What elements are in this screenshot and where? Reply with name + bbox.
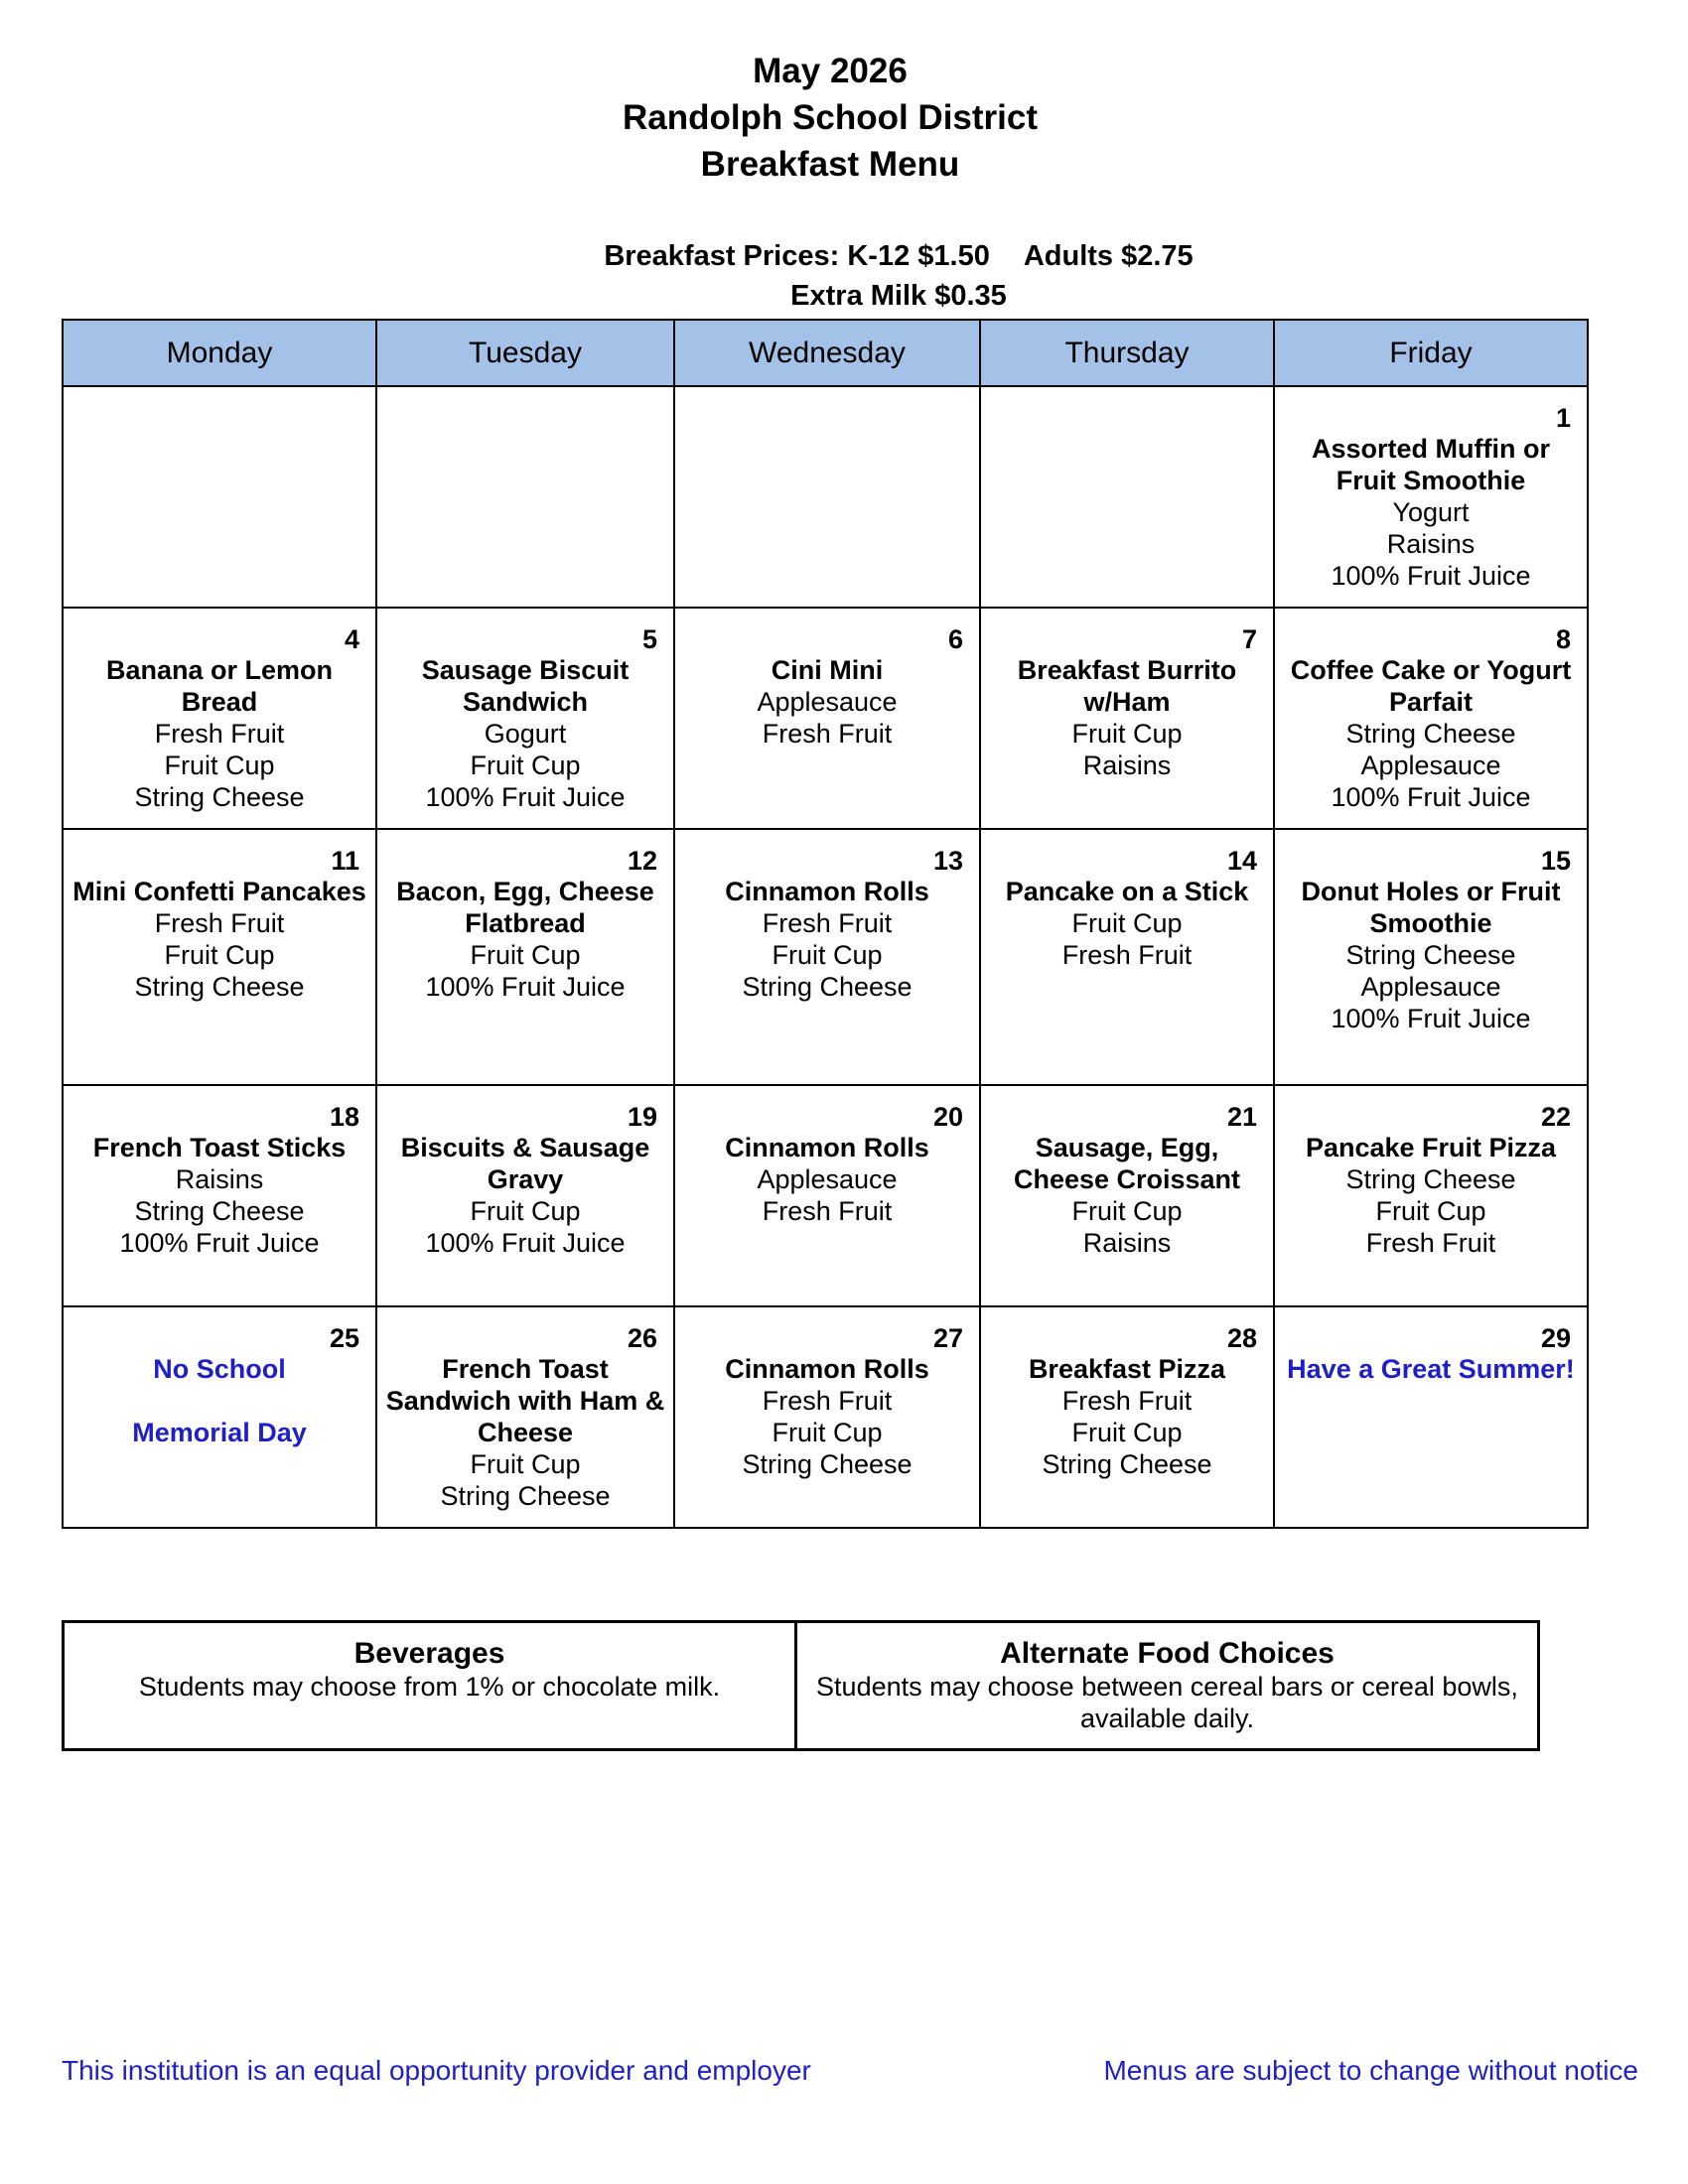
- side-item: Fruit Cup: [164, 940, 275, 970]
- main-entree: Sausage, Egg, Cheese Croissant: [1013, 1133, 1241, 1194]
- main-entree: Biscuits & Sausage Gravy: [400, 1133, 650, 1194]
- day-menu: [981, 1132, 1273, 1259]
- side-item: Fresh Fruit: [762, 908, 893, 938]
- side-item: Fruit Cup: [772, 1418, 883, 1447]
- side-item: Applesauce: [1360, 972, 1501, 1002]
- side-item: Raisins: [1386, 529, 1476, 559]
- weekday-header: Wednesday: [674, 320, 980, 386]
- calendar-day-cell: [376, 829, 674, 1085]
- calendar-day-cell: [1274, 1085, 1588, 1306]
- side-item: String Cheese: [742, 1449, 913, 1479]
- side-item: Raisins: [175, 1164, 264, 1194]
- main-entree: French Toast Sticks: [92, 1133, 347, 1162]
- main-entree: Banana or Lemon Bread: [105, 655, 334, 717]
- day-number: 6: [947, 624, 963, 654]
- side-item: Fresh Fruit: [762, 1196, 893, 1226]
- side-item: Fruit Cup: [772, 940, 883, 970]
- day-menu: [377, 876, 673, 1003]
- side-item: Fresh Fruit: [762, 719, 893, 749]
- main-entree: Cinnamon Rolls: [725, 877, 929, 906]
- side-item: Applesauce: [757, 687, 898, 717]
- day-number: 15: [1540, 846, 1571, 876]
- main-entree: Cinnamon Rolls: [725, 1133, 929, 1162]
- day-menu: [377, 1132, 673, 1259]
- day-menu: [1275, 1353, 1587, 1385]
- day-menu: [981, 654, 1273, 781]
- calendar-day-cell: [63, 608, 376, 829]
- beverages-text: Students may choose from 1% or chocolate milk.: [138, 1672, 721, 1702]
- side-item: Fruit Cup: [470, 751, 581, 780]
- main-entree: Coffee Cake or Yogurt Parfait: [1290, 655, 1572, 717]
- main-entree: Cini Mini: [771, 655, 884, 685]
- day-number: 20: [932, 1102, 963, 1132]
- main-entree: Cinnamon Rolls: [725, 1354, 929, 1384]
- day-menu: [675, 1353, 979, 1480]
- side-item: Applesauce: [757, 1164, 898, 1194]
- main-entree: Sausage Biscuit Sandwich: [421, 655, 630, 717]
- day-number: 19: [627, 1102, 657, 1132]
- calendar-day-cell: [674, 1306, 980, 1528]
- day-number: 4: [344, 624, 359, 654]
- day-menu: [64, 876, 375, 1003]
- main-entree: Breakfast Burrito w/Ham: [1017, 655, 1237, 717]
- day-number: 13: [932, 846, 963, 876]
- weekday-header: Tuesday: [376, 320, 674, 386]
- day-number: 29: [1540, 1323, 1571, 1353]
- calendar-day-cell: [1274, 386, 1588, 608]
- day-number: 1: [1555, 403, 1571, 433]
- day-menu: [675, 654, 979, 750]
- day-menu: [377, 1353, 673, 1512]
- day-menu: [1275, 1132, 1587, 1259]
- side-item: Fresh Fruit: [154, 719, 285, 749]
- main-entree: Pancake on a Stick: [1005, 877, 1249, 906]
- day-number: 5: [641, 624, 657, 654]
- main-entree: Breakfast Pizza: [1028, 1354, 1226, 1384]
- day-number: 11: [331, 846, 359, 876]
- day-number: 25: [329, 1323, 359, 1353]
- side-item: Fruit Cup: [1071, 1418, 1183, 1447]
- calendar-day-cell: [376, 608, 674, 829]
- weekday-header-row: [63, 320, 1588, 386]
- district-name: Randolph School District: [622, 98, 1039, 137]
- calendar-day-cell: [674, 608, 980, 829]
- day-menu: [1275, 876, 1587, 1034]
- day-menu: [1275, 433, 1587, 592]
- calendar-day-cell: [980, 608, 1274, 829]
- calendar-day-cell: [63, 1085, 376, 1306]
- side-item: Fruit Cup: [1375, 1196, 1486, 1226]
- day-number: 21: [1226, 1102, 1257, 1132]
- side-item: String Cheese: [742, 972, 913, 1002]
- main-entree: Assorted Muffin or Fruit Smoothie: [1312, 434, 1550, 495]
- side-item: Gogurt: [484, 719, 567, 749]
- calendar-day-cell: [63, 1306, 376, 1528]
- side-item: 100% Fruit Juice: [119, 1228, 320, 1258]
- side-item: 100% Fruit Juice: [425, 1228, 626, 1258]
- side-item: 100% Fruit Juice: [425, 782, 626, 812]
- calendar-day-cell: [1274, 1306, 1588, 1528]
- calendar-day-cell: [1274, 608, 1588, 829]
- main-entree: Donut Holes or Fruit Smoothie: [1301, 877, 1561, 938]
- side-item: String Cheese: [440, 1481, 611, 1511]
- side-item: Fruit Cup: [1071, 1196, 1183, 1226]
- calendar-body: [63, 386, 1588, 1528]
- day-menu: [377, 654, 673, 813]
- side-item: String Cheese: [134, 782, 305, 812]
- day-menu: [64, 654, 375, 813]
- calendar-day-cell: [980, 1306, 1274, 1528]
- side-item: Fruit Cup: [470, 940, 581, 970]
- day-menu: [1275, 654, 1587, 813]
- day-menu: [981, 876, 1273, 971]
- calendar-day-cell: [674, 386, 980, 608]
- side-item: Fruit Cup: [1071, 908, 1183, 938]
- weekday-header: Friday: [1274, 320, 1588, 386]
- calendar-day-cell: [980, 386, 1274, 608]
- day-menu: [64, 1353, 375, 1448]
- side-item: String Cheese: [1345, 940, 1516, 970]
- calendar-week-row: [63, 1085, 1588, 1306]
- price-adults: Adults $2.75: [1023, 240, 1194, 272]
- calendar-day-cell: [63, 829, 376, 1085]
- footer-menu-notice: Menus are subject to change without notice: [1103, 2055, 1638, 2086]
- day-number: 14: [1226, 846, 1257, 876]
- side-item: Fruit Cup: [470, 1449, 581, 1479]
- price-extra-milk: Extra Milk $0.35: [790, 280, 1007, 312]
- calendar-notice: No School: [153, 1354, 286, 1384]
- menu-calendar: [62, 319, 1589, 1529]
- beverages-title: Beverages: [353, 1637, 505, 1670]
- prices-block: [0, 236, 1688, 316]
- day-number: 7: [1241, 624, 1257, 654]
- calendar-day-cell: [980, 829, 1274, 1085]
- day-menu: [675, 1132, 979, 1227]
- day-number: 27: [932, 1323, 963, 1353]
- calendar-day-cell: [376, 1085, 674, 1306]
- beverages-cell: [64, 1622, 796, 1750]
- side-item: String Cheese: [1345, 719, 1516, 749]
- calendar-notice: Have a Great Summer!: [1287, 1354, 1575, 1384]
- side-item: String Cheese: [134, 972, 305, 1002]
- side-item: Yogurt: [1392, 497, 1470, 527]
- side-item: String Cheese: [1345, 1164, 1516, 1194]
- main-entree: Bacon, Egg, Cheese Flatbread: [396, 877, 654, 938]
- calendar-notice: Memorial Day: [132, 1418, 307, 1447]
- calendar-day-cell: [980, 1085, 1274, 1306]
- alternate-title: Alternate Food Choices: [1000, 1637, 1335, 1670]
- side-item: Fresh Fruit: [154, 908, 285, 938]
- day-number: 28: [1226, 1323, 1257, 1353]
- side-item: Fruit Cup: [164, 751, 275, 780]
- side-item: String Cheese: [1042, 1449, 1212, 1479]
- day-number: 22: [1540, 1102, 1571, 1132]
- calendar-week-row: [63, 608, 1588, 829]
- day-number: 8: [1555, 624, 1571, 654]
- side-item: Fruit Cup: [1071, 719, 1183, 749]
- side-item: Applesauce: [1360, 751, 1501, 780]
- alternate-cell: [796, 1622, 1539, 1750]
- prices-line: [0, 236, 1688, 276]
- weekday-header: Monday: [63, 320, 376, 386]
- side-item: 100% Fruit Juice: [425, 972, 626, 1002]
- side-item: Fruit Cup: [470, 1196, 581, 1226]
- day-menu: [64, 1132, 375, 1259]
- side-item: 100% Fruit Juice: [1331, 561, 1531, 591]
- price-k12: Breakfast Prices: K-12 $1.50: [604, 240, 990, 272]
- menu-title: Breakfast Menu: [700, 145, 960, 184]
- side-item: Fresh Fruit: [762, 1386, 893, 1416]
- side-item: Fresh Fruit: [1061, 1386, 1193, 1416]
- menu-month: May 2026: [753, 52, 908, 90]
- side-item: Raisins: [1082, 1228, 1172, 1258]
- title-block: [0, 48, 1660, 188]
- day-menu: [675, 876, 979, 1003]
- side-item: 100% Fruit Juice: [1331, 1004, 1531, 1033]
- side-item: Fresh Fruit: [1061, 940, 1193, 970]
- calendar-day-cell: [376, 1306, 674, 1528]
- calendar-day-cell: [1274, 829, 1588, 1085]
- main-entree: Mini Confetti Pancakes: [72, 877, 366, 906]
- calendar-week-row: [63, 1306, 1588, 1528]
- calendar-day-cell: [674, 1085, 980, 1306]
- day-number: 18: [329, 1102, 359, 1132]
- footer-equal-opportunity: This institution is an equal opportunity provider and employer: [62, 2055, 811, 2086]
- main-entree: Pancake Fruit Pizza: [1305, 1133, 1557, 1162]
- calendar-week-row: [63, 829, 1588, 1085]
- alternate-text: Students may choose between cereal bars or cereal bowls, available daily.: [816, 1672, 1518, 1733]
- main-entree: French Toast Sandwich with Ham & Cheese: [385, 1354, 665, 1447]
- info-table: [62, 1620, 1540, 1751]
- day-number: 12: [627, 846, 657, 876]
- calendar-day-cell: [674, 829, 980, 1085]
- day-menu: [981, 1353, 1273, 1480]
- side-item: Raisins: [1082, 751, 1172, 780]
- day-number: 26: [627, 1323, 657, 1353]
- side-item: 100% Fruit Juice: [1331, 782, 1531, 812]
- calendar-day-cell: [63, 386, 376, 608]
- calendar-week-row: [63, 386, 1588, 608]
- weekday-header: Thursday: [980, 320, 1274, 386]
- side-item: String Cheese: [134, 1196, 305, 1226]
- side-item: Fresh Fruit: [1365, 1228, 1496, 1258]
- calendar-day-cell: [376, 386, 674, 608]
